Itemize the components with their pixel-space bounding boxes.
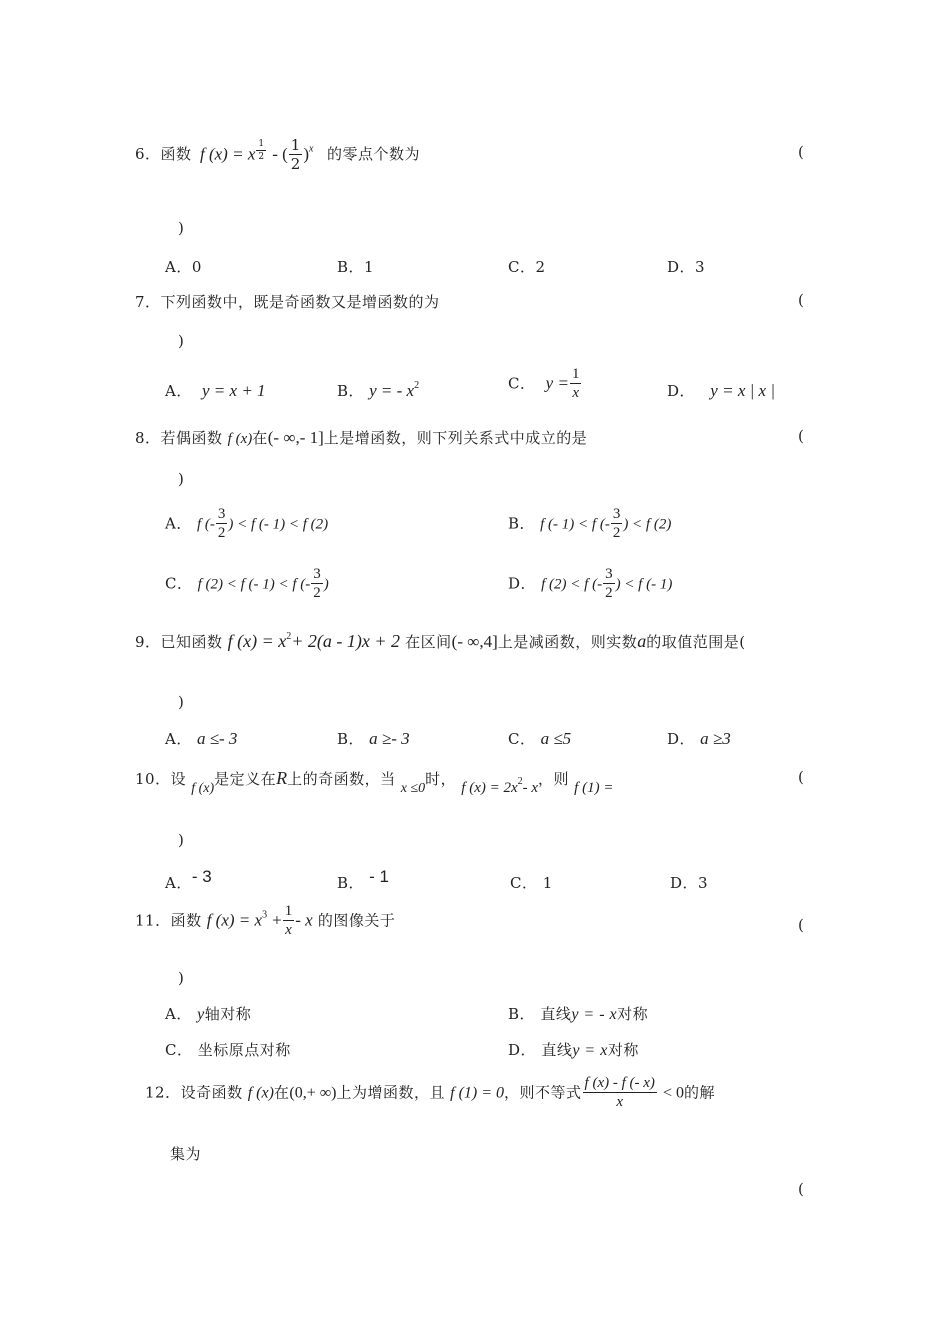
q8-close-paren: ) <box>178 470 184 488</box>
q7-stem: 7．下列函数中，既是奇函数又是增函数的为 <box>135 293 440 311</box>
q8-option-c[interactable]: C． f (2) < f (- 1) < f (- $\frac{3}{2}$ ) <box>165 566 329 601</box>
q6-stem: 6．函数 <box>135 145 192 163</box>
q11-option-d[interactable]: D． 直线y = x对称 <box>508 1041 639 1059</box>
q7-open-paren: ( <box>798 291 804 309</box>
q6-option-a[interactable]: A．0 <box>165 258 202 276</box>
q12-stem: 12．设奇函数 f (x)在(0,+ ∞)上为增函数，且 f (1) = 0，则不等式 $\frac{f (x) - f (- x)}{x}$ < 0的解 <box>145 1075 716 1110</box>
q6-option-b[interactable]: B．1 <box>337 258 375 276</box>
q11-option-a[interactable]: A． y轴对称 <box>165 1005 252 1023</box>
q10-stem: 10．设 f (x)是定义在R上的奇函数，当 x ≤0时， f $(x) = 2x^2-$ x，则 f (1) = <box>135 768 614 796</box>
q11-close-paren: ) <box>178 969 184 987</box>
q8-option-a[interactable]: A． f (- $\frac{3}{2}$ ) < f (- 1) < f (2) <box>165 506 329 541</box>
q6-open-paren: ( <box>798 143 804 161</box>
q7-option-c[interactable]: C． y = $\frac{1}{x}$ <box>508 366 580 401</box>
q10-option-c[interactable]: C． 1 <box>510 874 553 892</box>
q8-option-b[interactable]: B． f (- 1) < f (- $\frac{3}{2}$ ) < f (2) <box>508 506 672 541</box>
q11-open-paren: ( <box>798 916 804 934</box>
q10-option-d[interactable]: D．3 <box>670 874 709 892</box>
q9-stem: 9．已知函数 f $(x) = x^2+ 2(a - 1)x + 2$ 在区间(- ∞,4]上是减函数，则实数a的取值范围是( <box>135 631 746 651</box>
q6-option-d[interactable]: D．3 <box>667 258 706 276</box>
q10-option-b[interactable]: B． - 1 <box>337 867 389 892</box>
q8-stem: 8．若偶函数 f (x)在(- ∞,- 1]上是增函数，则下列关系式中成立的是 <box>135 428 588 447</box>
q11-option-c[interactable]: C． 坐标原点对称 <box>165 1041 291 1059</box>
q6-close-paren: ) <box>178 219 184 237</box>
q7-option-a[interactable]: A． y = x + 1 <box>165 381 266 400</box>
q9-option-a[interactable]: A． a ≤- 3 <box>165 729 238 748</box>
q7-option-b[interactable]: B． y = - $x^2$ <box>337 380 420 400</box>
q6-option-c[interactable]: C．2 <box>508 258 546 276</box>
q6-formula: f (x) = x $\frac{1}{2}$ - ( $\frac{1}{2}$ )$^x$ <box>200 136 314 173</box>
q12-stem-cont: 集为 <box>170 1145 202 1163</box>
q7-option-d[interactable]: D． y = x | x | <box>667 381 776 400</box>
q9-option-c[interactable]: C． a ≤5 <box>508 729 572 748</box>
q12-open-paren: ( <box>798 1180 804 1198</box>
q9-close-paren: ) <box>178 693 184 711</box>
q10-option-a[interactable]: A．- 3 <box>165 867 212 892</box>
q10-close-paren: ) <box>178 831 184 849</box>
q11-option-b[interactable]: B． 直线y = - x对称 <box>508 1005 649 1023</box>
q6-suffix: 的零点个数为 <box>327 145 421 163</box>
q10-open-paren: ( <box>798 768 804 786</box>
q9-option-d[interactable]: D． a ≥3 <box>667 729 731 748</box>
q8-open-paren: ( <box>798 427 804 445</box>
q7-close-paren: ) <box>178 332 184 350</box>
q8-option-d[interactable]: D． f (2) < f (- $\frac{3}{2}$ ) < f (- 1) <box>508 566 673 601</box>
q9-option-b[interactable]: B． a ≥- 3 <box>337 729 410 748</box>
q11-stem: 11．函数 f $(x) = x^3$ + $\frac{1}{x}$ - x 的图像关于 <box>135 903 396 938</box>
